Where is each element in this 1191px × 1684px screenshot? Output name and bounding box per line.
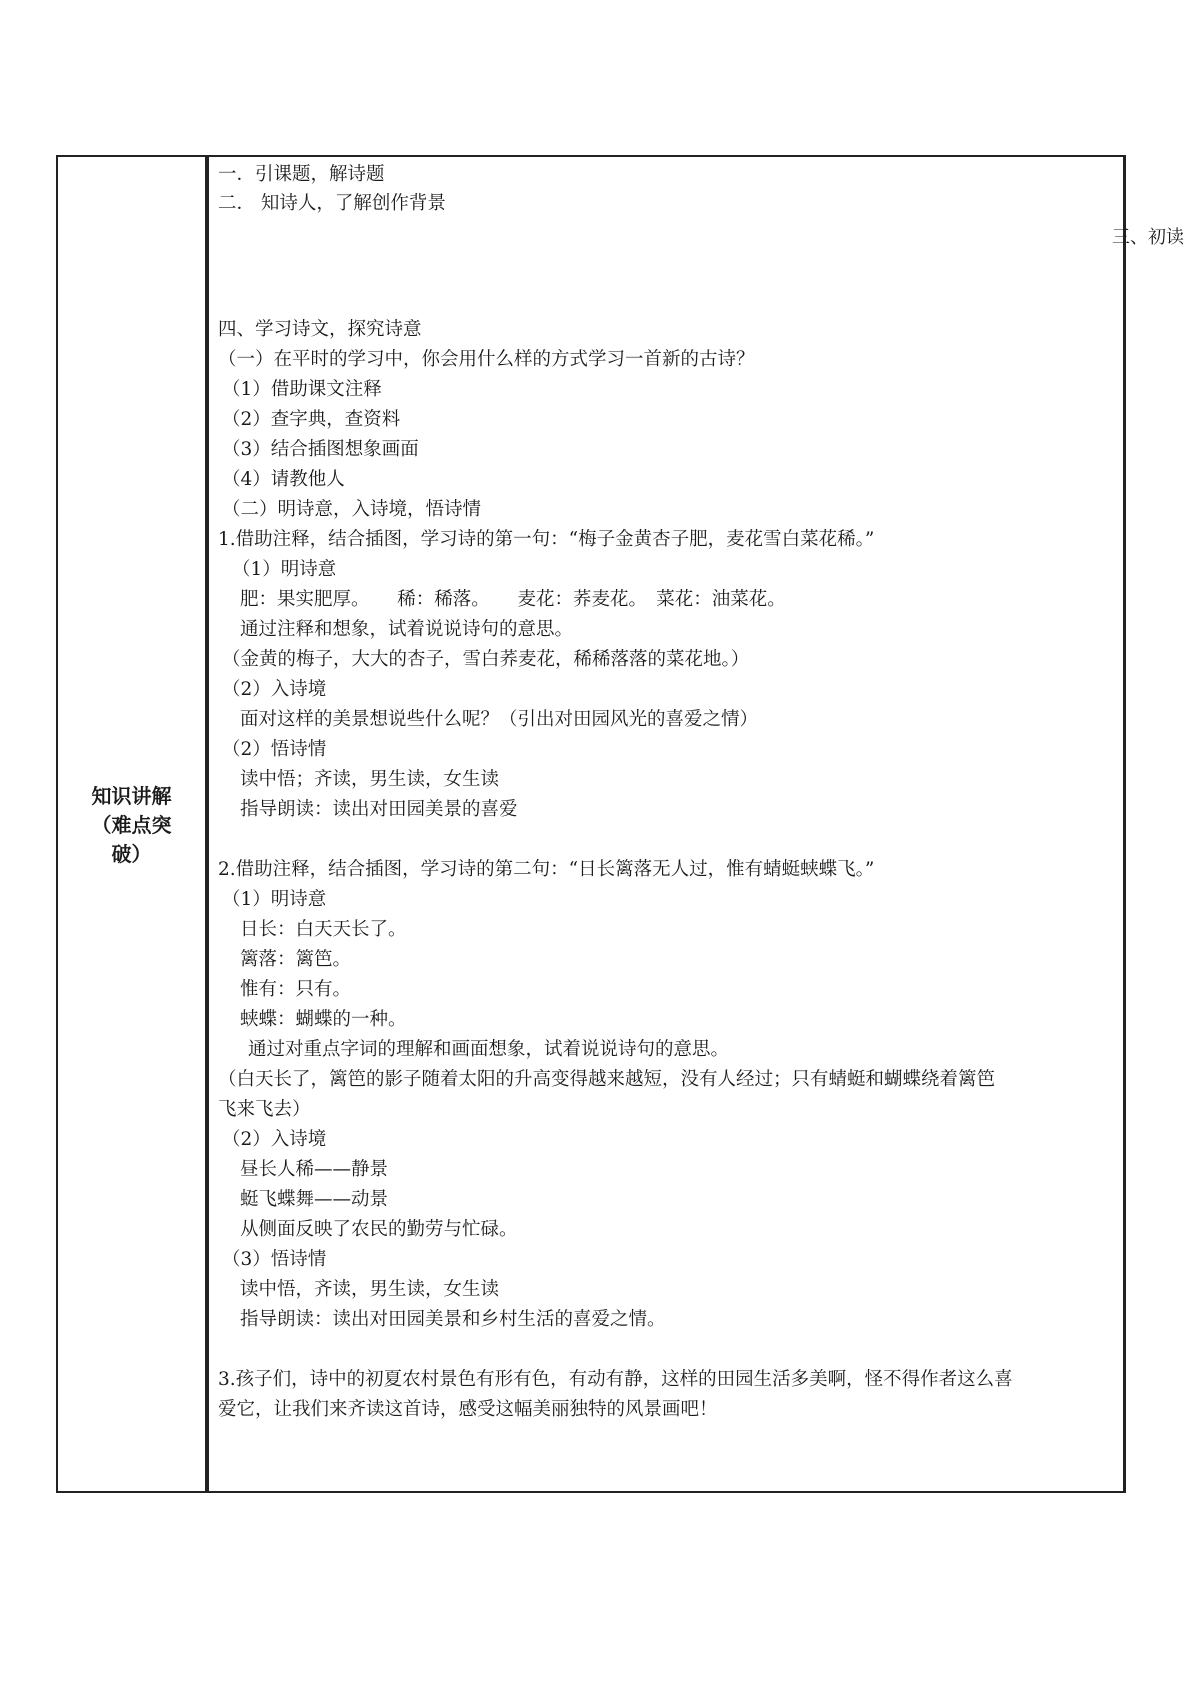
content-line: （3）结合插图想象画面 xyxy=(222,439,419,460)
section-label-line-3: 破） xyxy=(111,842,152,866)
content-line: 指导朗读：读出对田园美景的喜爱 xyxy=(240,799,518,820)
content-line: （2）查字典，查资料 xyxy=(222,409,401,430)
content-line: （3）悟诗情 xyxy=(222,1249,327,1270)
content-line: 惟有：只有。 xyxy=(240,979,352,1000)
content-line: （一）在平时的学习中，你会用什么样的方式学习一首新的古诗？ xyxy=(218,349,755,370)
content-line: 蛱蝶：蝴蝶的一种。 xyxy=(240,1009,407,1030)
content-line: （2）入诗境 xyxy=(222,679,327,700)
overflow-heading: 三、初读 xyxy=(1112,227,1184,248)
content-line: （1）借助课文注释 xyxy=(222,379,382,400)
content-line: 面对这样的美景想说些什么呢？（引出对田园风光的喜爱之情） xyxy=(240,709,759,730)
content-line: （1）明诗意 xyxy=(222,889,327,910)
content-line: 2.借助注释，结合插图，学习诗的第二句：“日长篱落无人过，惟有蜻蜓蛱蝶飞。” xyxy=(218,859,875,880)
section-label-line-2: （难点突 xyxy=(91,813,172,837)
content-line: （金黄的梅子，大大的杏子，雪白荞麦花，稀稀落落的菜花地。） xyxy=(222,649,750,670)
content-line: 3.孩子们，诗中的初夏农村景色有形有色，有动有静，这样的田园生活多美啊，怪不得作者这么喜 xyxy=(218,1369,1013,1390)
content-line: 肥：果实肥厚。 稀：稀落。 麦花：荞麦花。 菜花：油菜花。 xyxy=(240,589,786,610)
content-line: 从侧面反映了农民的勤劳与忙碌。 xyxy=(240,1219,518,1240)
content-line: （二）明诗意，入诗境，悟诗情 xyxy=(222,499,482,520)
content-line: （2）悟诗情 xyxy=(222,739,327,760)
content-line: 篱落：篱笆。 xyxy=(240,949,352,970)
content-line: 蜓飞蝶舞——动景 xyxy=(240,1189,389,1210)
content-line: 四、学习诗文，探究诗意 xyxy=(218,319,422,340)
content-line: 通过对重点字词的理解和画面想象，试着说说诗句的意思。 xyxy=(248,1039,730,1060)
content-line: 通过注释和想象，试着说说诗句的意思。 xyxy=(240,619,574,640)
content-line: （4）请教他人 xyxy=(222,469,345,490)
content-line: 读中悟，齐读，男生读，女生读 xyxy=(240,1279,500,1300)
content-line: 昼长人稀——静景 xyxy=(240,1159,389,1180)
content-line: 一．引课题，解诗题 xyxy=(218,164,385,185)
content-line: 读中悟；齐读，男生读，女生读 xyxy=(240,769,500,790)
content-line: （2）入诗境 xyxy=(222,1129,327,1150)
content-line: 1.借助注释，结合插图，学习诗的第一句：“梅子金黄杏子肥，麦花雪白菜花稀。” xyxy=(218,529,875,550)
content-line: （白天长了，篱笆的影子随着太阳的升高变得越来越短，没有人经过；只有蜻蜓和蝴蝶绕着篱笆 xyxy=(218,1069,996,1090)
section-label-line-1: 知识讲解 xyxy=(91,784,172,808)
content-line: （1）明诗意 xyxy=(232,559,337,580)
content-line: 日长：白天天长了。 xyxy=(240,919,407,940)
content-line: 二． 知诗人，了解创作背景 xyxy=(218,193,446,214)
content-line: 指导朗读：读出对田园美景和乡村生活的喜爱之情。 xyxy=(240,1309,666,1330)
content-line: 爱它，让我们来齐读这首诗，感受这幅美丽独特的风景画吧！ xyxy=(218,1399,718,1420)
content-line: 飞来飞去） xyxy=(218,1099,311,1120)
